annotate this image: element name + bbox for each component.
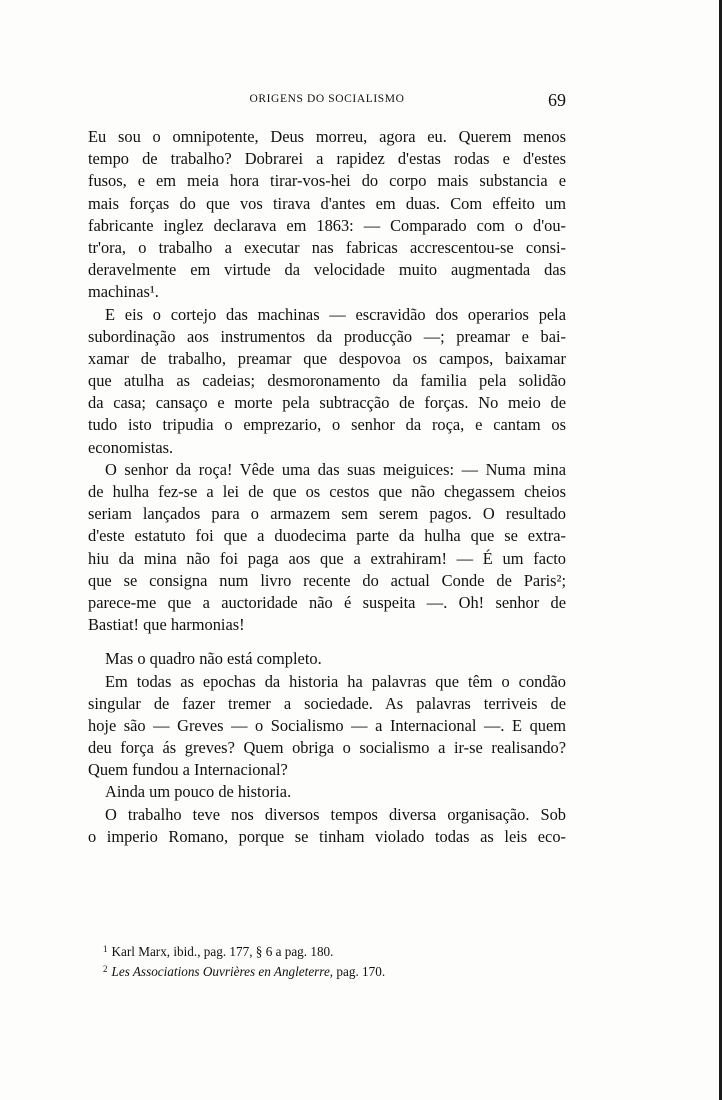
text-line: economistas. xyxy=(88,437,174,457)
text-line: tempo de trabalho? Dobrarei a rapidez d'estas rodas e d'estes xyxy=(88,149,566,169)
text-line: E eis o cortejo das machinas — escravidão dos operarios pela xyxy=(105,304,566,324)
paragraph-gap xyxy=(88,636,566,648)
running-title: ORIGENS DO SOCIALISMO xyxy=(249,93,405,105)
text-line: fusos, e em meia hora tirar-vos-hei do corpo mais substancia e xyxy=(88,171,566,191)
text-line: Ainda um pouco de historia. xyxy=(105,782,292,802)
text-line: Eu sou o omnipotente, Deus morreu, agora eu. Querem menos xyxy=(88,127,566,146)
text-line: Bastiat! que harmonias! xyxy=(88,615,245,635)
text-line: o imperio Romano, porque se tinham violado todas as leis eco- xyxy=(88,826,566,846)
text-line: seriam lançados para o armazem sem serem pagos. O resultado xyxy=(88,504,566,524)
text-line: deu força ás greves? Quem obriga o socialismo a ir-se realisando? xyxy=(88,738,566,758)
main-text xyxy=(88,126,566,848)
footnote-text: Karl Marx, ibid., pag. 177, § 6 a pag. 180. xyxy=(111,944,334,959)
footnote-marker: 2 xyxy=(103,964,108,974)
text-line: d'este estatuto foi que a duodecima parte da hulha que se extra- xyxy=(88,526,566,546)
text-line: da casa; cansaço e morte pela subtracção de forças. No meio de xyxy=(88,393,566,413)
footnote-title: Les Associations Ouvrières en Angleterre, xyxy=(111,964,334,979)
text-line: O trabalho teve nos diversos tempos diversa organisação. Sob xyxy=(105,804,566,824)
page-number: 69 xyxy=(548,90,566,110)
text-line: que se consigna num livro recente do actual Conde de Paris²; xyxy=(88,570,566,590)
text-line: parece-me que a auctoridade não é suspeita —. Oh! senhor de xyxy=(88,592,566,612)
text-line: O senhor da roça! Vêde uma das suas meiguices: — Numa mina xyxy=(105,459,566,479)
text-line: tr'ora, o trabalho a executar nas fabricas accrescentou-se consi- xyxy=(88,237,566,257)
text-line: singular de fazer tremer a sociedade. As palavras terriveis de xyxy=(88,693,566,713)
text-line: Quem fundou a Internacional? xyxy=(88,760,288,780)
text-line: tudo isto tripudia o emprezario, o senhor da roça, e cantam os xyxy=(88,415,566,435)
text-line: que atulha as cadeias; desmoronamento da familia pela solidão xyxy=(88,371,566,391)
running-head xyxy=(88,90,566,112)
text-line: machinas¹. xyxy=(88,282,159,302)
footnote-text: pag. 170. xyxy=(333,964,386,979)
text-line: deravelmente em virtude da velocidade muito augmentada das xyxy=(88,260,566,280)
text-line: Mas o quadro não está completo. xyxy=(105,649,322,669)
text-line: Em todas as epochas da historia ha palavras que têm o condão xyxy=(105,671,566,691)
text-line: xamar de trabalho, preamar que despovoa os campos, baixamar xyxy=(88,348,566,368)
text-line: de hulha fez-se a lei de que os cestos que não chegassem cheios xyxy=(88,482,566,501)
text-line: hiu da mina não foi paga aos que a extrahiram! — É um facto xyxy=(88,548,566,568)
text-line: hoje são — Greves — o Socialismo — a Internacional —. E quem xyxy=(88,715,566,735)
footnotes xyxy=(88,939,566,979)
footnote-marker: 1 xyxy=(103,944,108,954)
text-line: fabricante inglez declarava em 1863: — Comparado com o d'ou- xyxy=(88,215,566,235)
text-line: subordinação aos instrumentos da producção —; preamar e bai- xyxy=(88,326,566,346)
footnote xyxy=(88,939,566,959)
text-line: mais forças do que vos tirava d'antes em duas. Com effeito um xyxy=(88,193,566,213)
footnote xyxy=(88,959,566,979)
